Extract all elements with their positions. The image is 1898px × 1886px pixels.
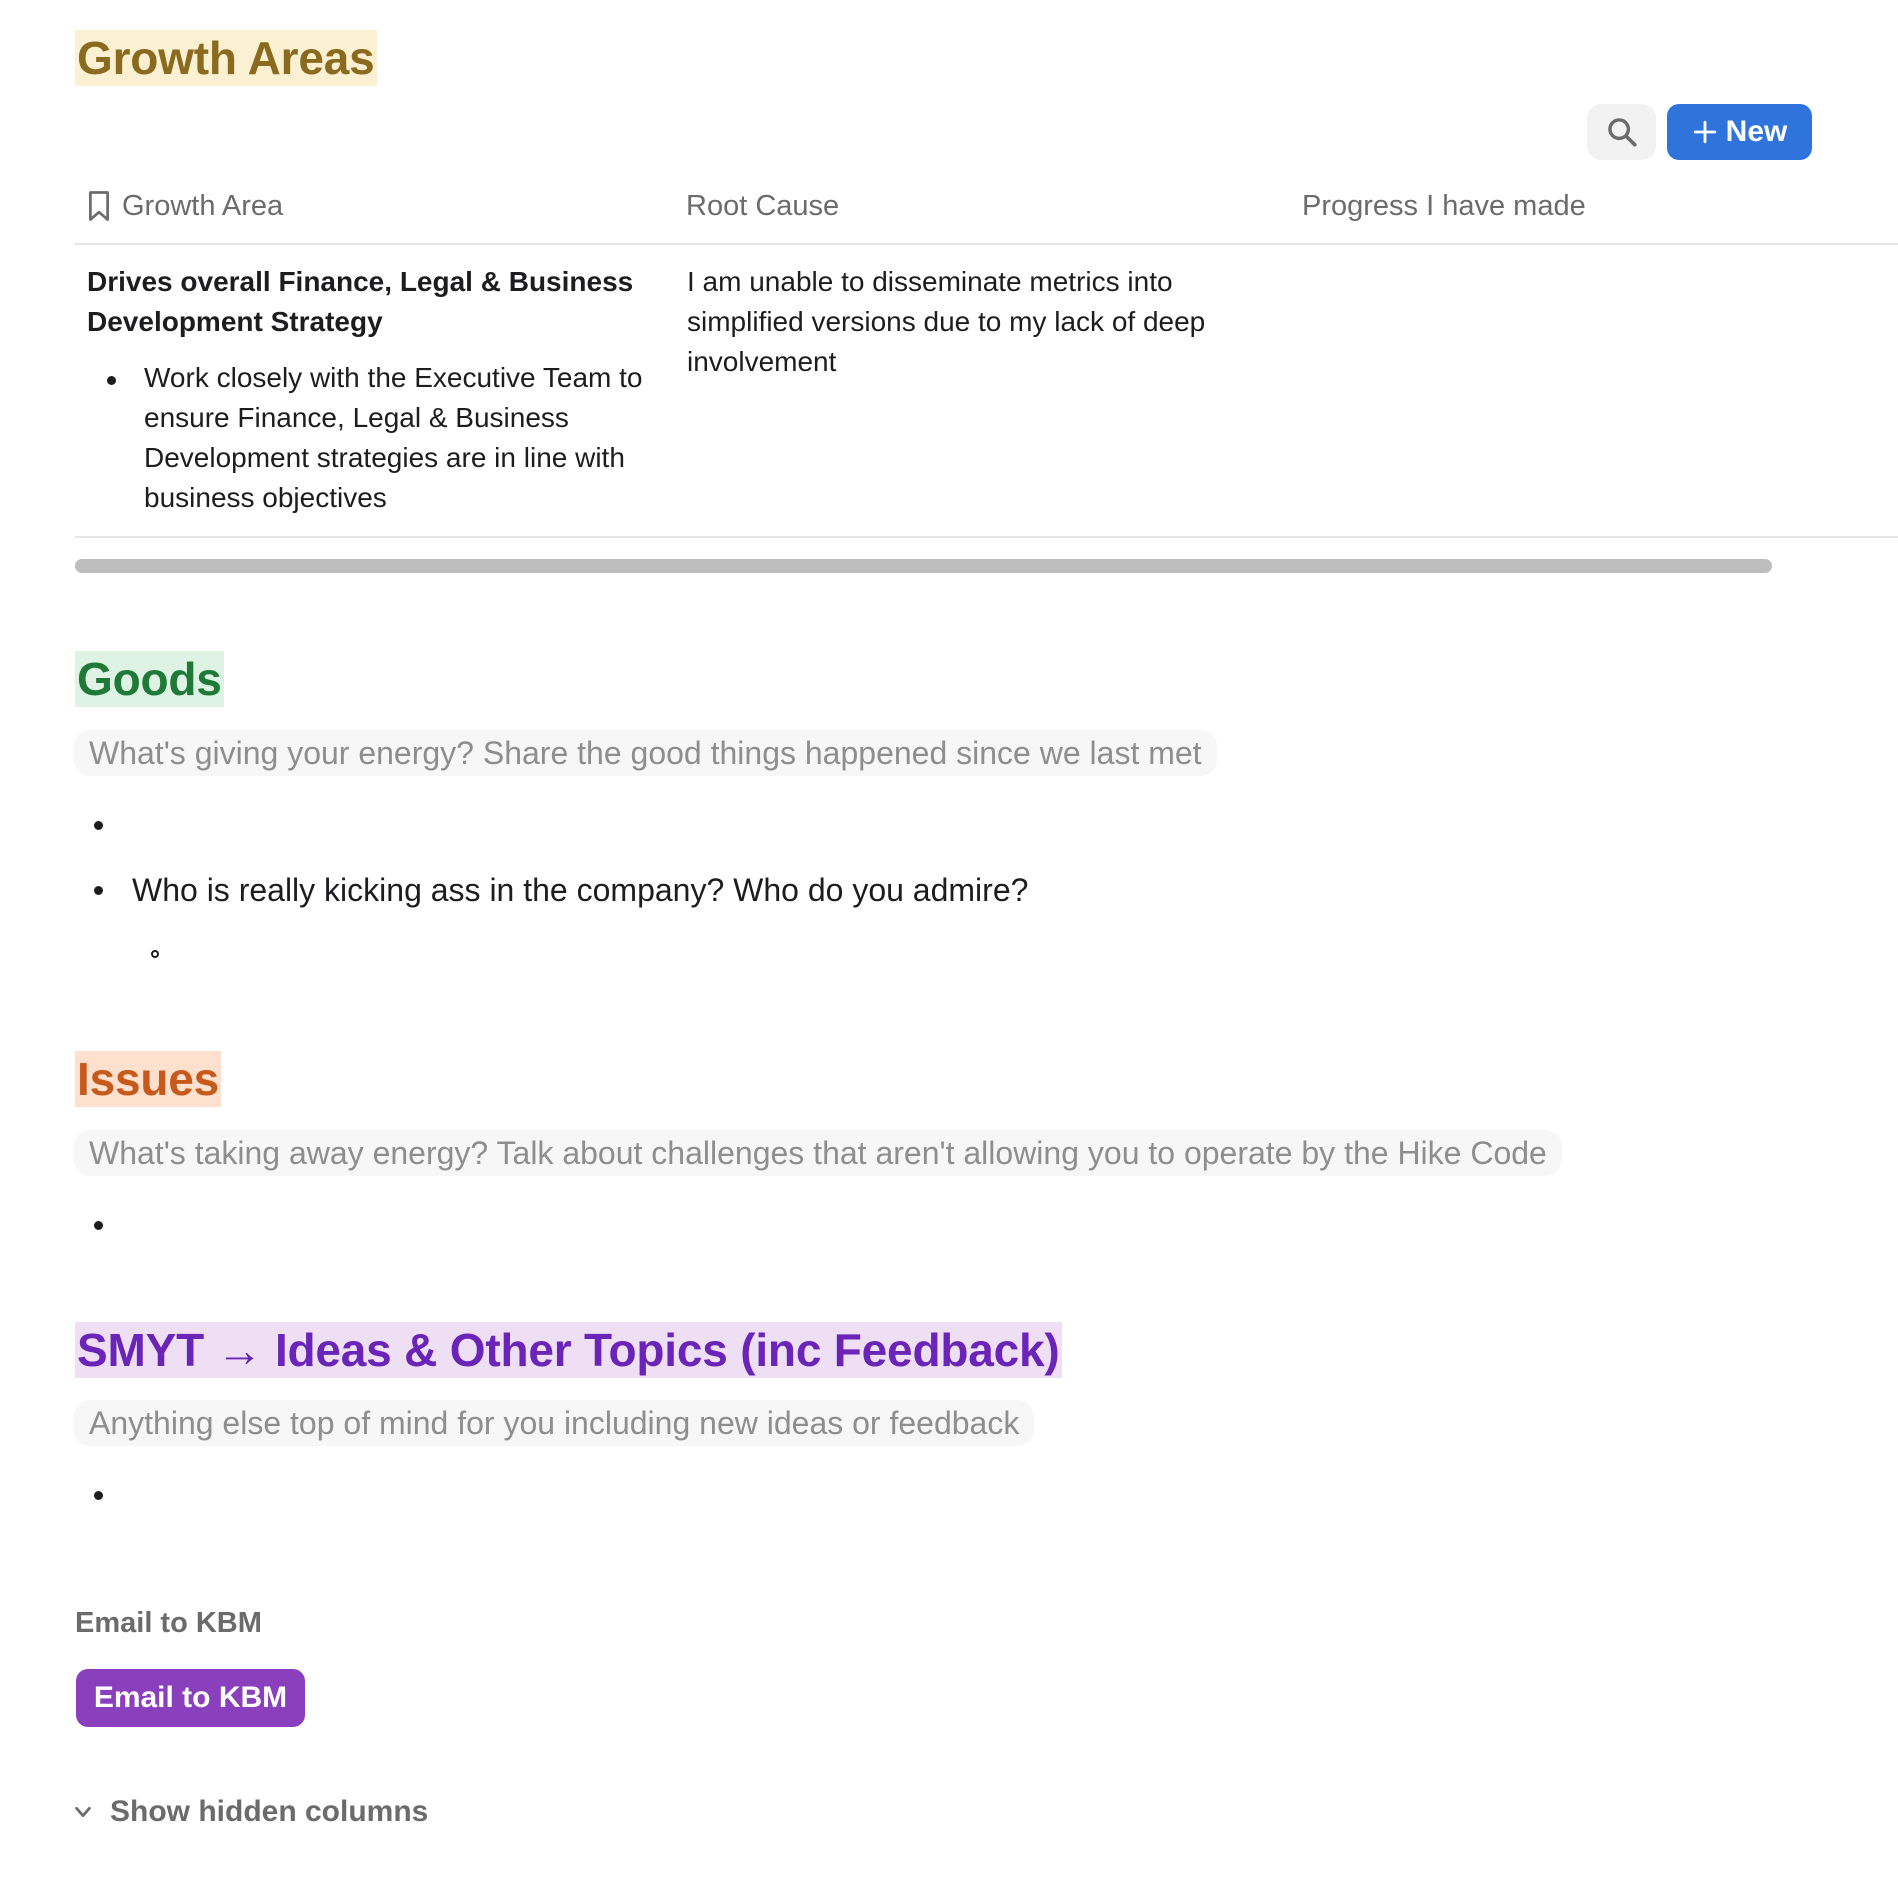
email-button-label: Email to KBM [93, 1681, 288, 1714]
email-field-label: Email to KBM [75, 1607, 262, 1639]
smyt-heading: SMYT → Ideas & Other Topics (inc Feedback) [77, 1324, 1060, 1376]
column-header-label: Progress I have made [1302, 190, 1586, 222]
column-header-label: Root Cause [686, 190, 840, 222]
new-button[interactable] [1667, 104, 1812, 160]
goods-heading: Goods [77, 653, 222, 705]
plus-icon [1692, 119, 1718, 145]
smyt-prompt: Anything else top of mind for you including new ideas or feedback [74, 1400, 1034, 1446]
growth-area-bullet: Work closely with the Executive Team to ensure Finance, Legal & Business Development strategies are in line with business objectives [144, 362, 643, 513]
bullet [94, 821, 103, 830]
root-cause-cell: I am unable to disseminate metrics into simplified versions due to my lack of deep involvement [687, 266, 1206, 377]
table-row[interactable] [75, 246, 1898, 536]
email-button[interactable] [76, 1669, 305, 1727]
table-row-divider [75, 536, 1898, 538]
bookmark-icon [86, 190, 112, 222]
table-header-divider [75, 243, 1898, 245]
list-item[interactable] [132, 808, 1032, 844]
new-button-label: New [1725, 115, 1788, 148]
horizontal-scrollbar[interactable] [75, 559, 1772, 573]
column-header-root-cause[interactable] [686, 188, 839, 224]
bullet [94, 1491, 103, 1500]
sub-bullet [151, 950, 159, 958]
chevron-down-icon [72, 1801, 94, 1823]
column-header-progress[interactable] [1302, 188, 1586, 224]
bullet [94, 886, 103, 895]
show-hidden-columns-label: Show hidden columns [110, 1795, 429, 1828]
growth-areas-heading: Growth Areas [77, 32, 375, 84]
list-item[interactable]: Who is really kicking ass in the company? Who do you admire? [132, 872, 1029, 908]
column-header-growth-area[interactable] [86, 188, 283, 224]
bullet [94, 1221, 103, 1230]
column-header-label: Growth Area [122, 190, 284, 222]
show-hidden-columns-toggle[interactable] [72, 1795, 428, 1829]
goods-prompt: What's giving your energy? Share the good things happened since we last met [74, 730, 1217, 776]
bullet [107, 376, 116, 385]
issues-prompt: What's taking away energy? Talk about challenges that aren't allowing you to operate by the Hike Code [74, 1130, 1562, 1176]
search-icon [1605, 115, 1639, 149]
issues-heading: Issues [77, 1053, 220, 1105]
search-button[interactable] [1587, 104, 1656, 160]
growth-area-title: Drives overall Finance, Legal & Business Development Strategy [87, 266, 634, 337]
